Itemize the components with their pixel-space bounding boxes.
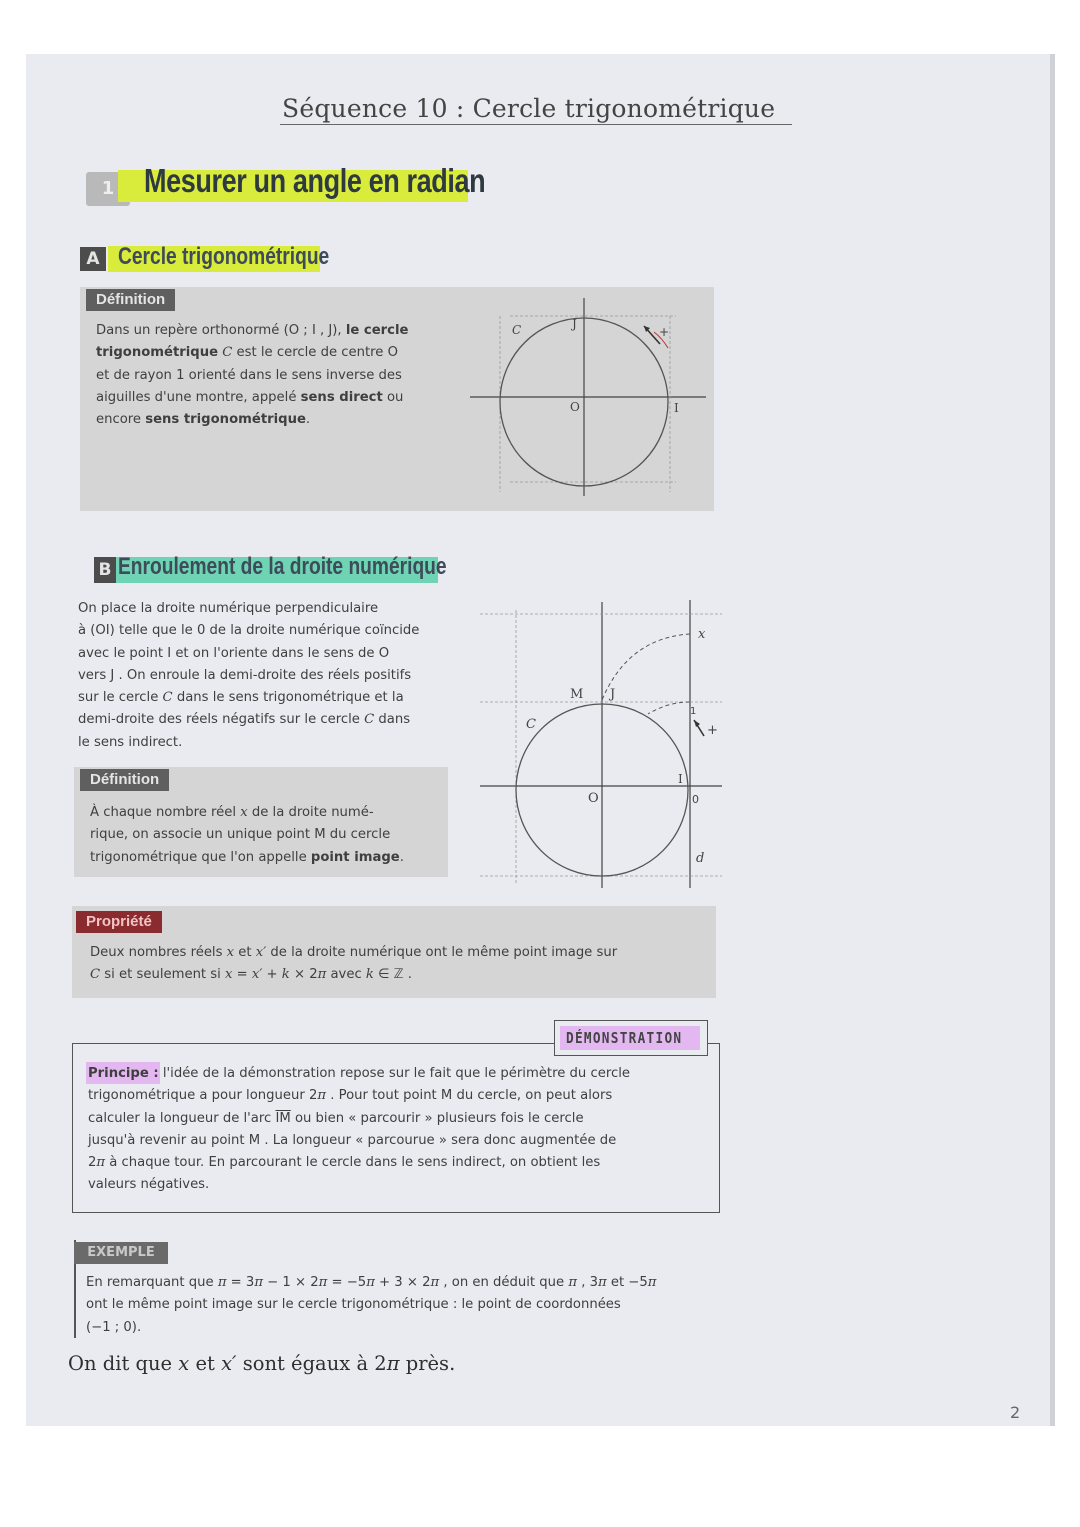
text-line: et de rayon 1 orienté dans le sens inverse des xyxy=(96,367,402,383)
subsection-a-title: Cercle trigonométrique xyxy=(118,243,330,270)
text-line: 2π à chaque tour. En parcourant le cercle dans le sens indirect, on obtient les xyxy=(88,1155,601,1171)
text-line: À chaque nombre réel x de la droite numé- xyxy=(90,805,374,820)
exemple-tag: EXEMPLE xyxy=(74,1242,168,1264)
label-c: C xyxy=(512,323,522,337)
text-line: En remarquant que π = 3π − 1 × 2π = −5π + 3 × 2π , on en déduit que π , 3π et −5π xyxy=(86,1275,657,1290)
text-line: jusqu'à revenir au point M . La longueur « parcourue » sera donc augmentée de xyxy=(88,1132,617,1148)
label-i: I xyxy=(674,401,679,415)
text-line: encore sens trigonométrique. xyxy=(96,412,311,428)
label-d: d xyxy=(696,851,705,866)
text-line: ont le même point image sur le cercle trigonométrique : le point de coordonnées xyxy=(86,1297,621,1313)
wrap-arc-short xyxy=(648,702,690,714)
text-line: Deux nombres réels x et x′ de la droite numérique ont le même point image sur xyxy=(90,945,618,960)
text-span: l'idée de la démonstration repose sur le fait que le périmètre du cercle xyxy=(158,1066,630,1081)
label-o: O xyxy=(588,791,599,806)
trig-circle-figure xyxy=(466,296,710,506)
text-line: trigonométrique que l'on appelle point image. xyxy=(90,849,404,865)
label-j: J xyxy=(610,687,616,702)
propriete-tag: Propriété xyxy=(76,911,162,933)
section-title: Mesurer un angle en radian xyxy=(144,162,486,199)
label-zero: 0 xyxy=(692,793,699,806)
text-line: avec le point I et on l'oriente dans le sens de O xyxy=(78,645,390,661)
text-line: le sens indirect. xyxy=(78,734,183,750)
label-x: x xyxy=(698,627,706,642)
text-line: valeurs négatives. xyxy=(88,1177,210,1193)
text-line: rique, on associe un unique point M du cercle xyxy=(90,827,391,843)
text-line: On place la droite numérique perpendiculaire xyxy=(78,601,379,616)
arrow-head xyxy=(694,720,700,727)
label-m: M xyxy=(570,687,584,702)
text-line: demi-droite des réels négatifs sur le cercle C dans xyxy=(78,712,411,728)
subsection-b-title: Enroulement de la droite numérique xyxy=(118,553,447,580)
paper-edge xyxy=(1050,54,1055,1426)
exemple-text xyxy=(86,1272,716,1339)
text-line: aiguilles d'une montre, appelé sens direct ou xyxy=(96,389,404,405)
label-j: J xyxy=(572,317,577,331)
text-line: trigonométrique a pour longueur 2π . Pour tout point M du cercle, on peut alors xyxy=(88,1088,613,1104)
text-line: (−1 ; 0). xyxy=(86,1319,142,1335)
subsection-a-badge: A xyxy=(80,247,106,271)
text-line: trigonométrique C est le cercle de centre O xyxy=(96,345,398,361)
text-line: vers J . On enroule la demi-droite des réels positifs xyxy=(78,667,412,683)
demonstration-tag: DÉMONSTRATION xyxy=(566,1029,683,1047)
text-line: C si et seulement si x = x′ + k × 2π avec k ∈ ℤ . xyxy=(90,967,412,983)
page-number: 2 xyxy=(1010,1403,1021,1422)
subsection-b-badge: B xyxy=(94,557,116,583)
label-o: O xyxy=(570,400,580,414)
text-line: calculer la longueur de l'arc $\overline{IM}$ ou bien « parcourir » plusieurs fois le cercle xyxy=(88,1110,584,1126)
definition-tag-a: Définition xyxy=(86,289,175,311)
principe-label: Principe : xyxy=(88,1066,159,1081)
text-line: Dans un repère orthonormé (O ; I , J), le cercle xyxy=(96,323,409,338)
wrapping-figure xyxy=(478,598,724,890)
title-underline xyxy=(280,124,792,125)
enroulement-paragraph xyxy=(78,598,478,754)
label-plus: + xyxy=(707,723,718,738)
page-title: Séquence 10 : Cercle trigonométrique xyxy=(282,94,776,123)
footer-note: On dit que x et x′ sont égaux à 2π près. xyxy=(68,1352,456,1375)
label-plus: + xyxy=(659,325,670,339)
text-line: sur le cercle C dans le sens trigonométrique et la xyxy=(78,690,404,706)
label-i: I xyxy=(678,772,683,786)
definition-tag-b: Définition xyxy=(80,769,169,791)
text-line: à (OI) telle que le 0 de la droite numérique coïncide xyxy=(78,623,420,639)
text-line xyxy=(88,1063,714,1085)
definition-text-a xyxy=(96,320,466,431)
definition-text-b xyxy=(90,802,446,869)
demonstration-text xyxy=(88,1063,714,1197)
section-number-badge: 1 xyxy=(86,172,130,206)
label-c: C xyxy=(526,717,536,732)
propriete-text xyxy=(90,942,710,987)
label-one: 1 xyxy=(690,706,697,717)
